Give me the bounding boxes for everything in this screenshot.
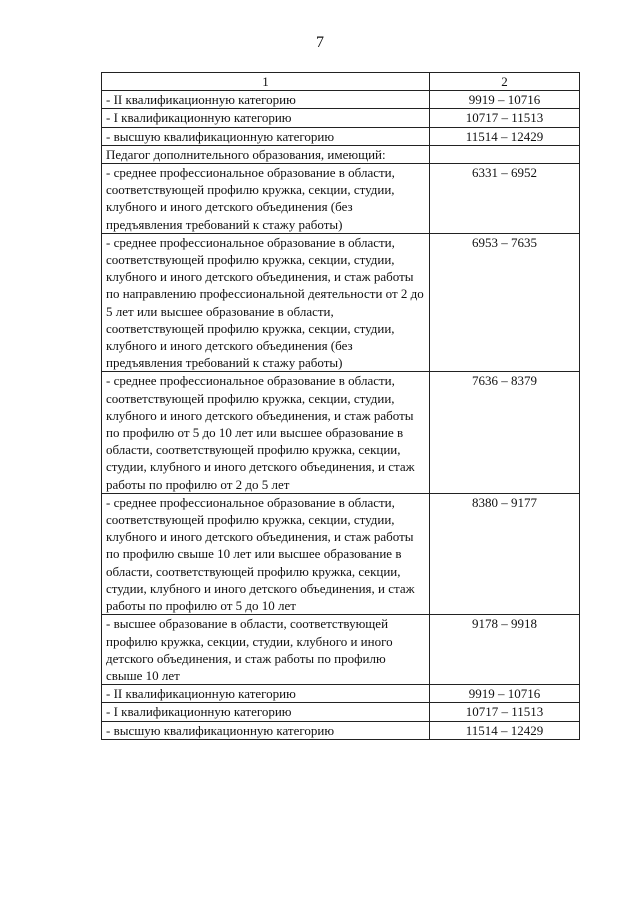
table-row — [102, 127, 580, 145]
table-row — [102, 703, 580, 721]
column-header-2: 2 — [430, 73, 580, 91]
row-description: - высшее образование в области, соответствующей профилю кружка, секции, студии, клубного и иного детского объединения, и стаж работы по профилю свыше 10 лет — [102, 615, 430, 685]
row-description: - I квалификационную категорию — [102, 703, 430, 721]
row-salary-range — [430, 145, 580, 163]
table-row — [102, 109, 580, 127]
table-row — [102, 233, 580, 372]
row-salary-range: 6331 – 6952 — [430, 164, 580, 234]
table-row — [102, 145, 580, 163]
row-salary-range: 7636 – 8379 — [430, 372, 580, 493]
row-description: - II квалификационную категорию — [102, 685, 430, 703]
salary-table — [101, 72, 580, 740]
table-row — [102, 91, 580, 109]
table-header-row — [102, 73, 580, 91]
column-header-1: 1 — [102, 73, 430, 91]
row-description: - I квалификационную категорию — [102, 109, 430, 127]
table-row — [102, 685, 580, 703]
page-number: 7 — [316, 34, 324, 51]
row-salary-range: 10717 – 11513 — [430, 109, 580, 127]
table-row — [102, 372, 580, 493]
table-row — [102, 493, 580, 614]
row-salary-range: 9919 – 10716 — [430, 685, 580, 703]
row-salary-range: 11514 – 12429 — [430, 721, 580, 739]
row-salary-range: 10717 – 11513 — [430, 703, 580, 721]
row-description: - среднее профессиональное образование в области, соответствующей профилю кружка, секции, студии, клубного и иного детского объединения, и стаж работы по профилю от 5 до 10 лет или высшее образование в области, соответствующей профилю кружка, секции, студии, клубного и иного детского объединения, и стаж работы по профилю от 2 до 5 лет — [102, 372, 430, 493]
row-salary-range: 9919 – 10716 — [430, 91, 580, 109]
row-description: - высшую квалификационную категорию — [102, 721, 430, 739]
table-row — [102, 164, 580, 234]
row-description: - высшую квалификационную категорию — [102, 127, 430, 145]
row-description: - среднее профессиональное образование в области, соответствующей профилю кружка, секции, студии, клубного и иного детского объединения, и стаж работы по направлению профессиональной деятельности от 2 до 5 лет или высшее образование в области, соответствующей профилю кружка, секции, студии, клубного и иного детского объединения (без предъявления требований к стажу работы) — [102, 233, 430, 372]
table-row — [102, 615, 580, 685]
table-row — [102, 721, 580, 739]
row-salary-range: 11514 – 12429 — [430, 127, 580, 145]
row-description: - среднее профессиональное образование в области, соответствующей профилю кружка, секции, студии, клубного и иного детского объединения, и стаж работы по профилю свыше 10 лет или высшее образование в области, соответствующей профилю кружка, секции, студии, клубного и иного детского объединения, и стаж работы по профилю от 5 до 10 лет — [102, 493, 430, 614]
row-description: - среднее профессиональное образование в области, соответствующей профилю кружка, секции, студии, клубного и иного детского объединения (без предъявления требований к стажу работы) — [102, 164, 430, 234]
row-salary-range: 6953 – 7635 — [430, 233, 580, 372]
row-description: - II квалификационную категорию — [102, 91, 430, 109]
row-description: Педагог дополнительного образования, имеющий: — [102, 145, 430, 163]
row-salary-range: 8380 – 9177 — [430, 493, 580, 614]
row-salary-range: 9178 – 9918 — [430, 615, 580, 685]
